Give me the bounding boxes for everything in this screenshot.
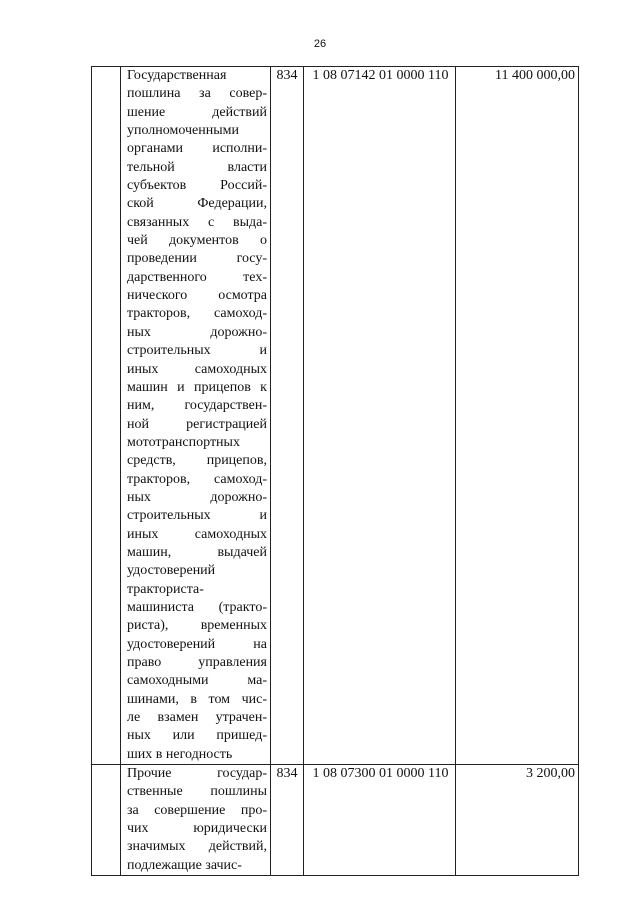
table-row	[92, 765, 579, 876]
income-name-line: значимых действий,	[127, 839, 267, 855]
budget-table	[91, 66, 579, 876]
income-name-line: за совершение про-	[127, 802, 267, 818]
income-name-line: ных дорожно-	[127, 489, 267, 505]
income-name-line: ственные пошлины	[127, 784, 267, 800]
income-name-line: иных самоходных	[127, 361, 267, 377]
income-name-line: Государственная	[127, 68, 227, 83]
income-name-line: тракториста-	[127, 581, 204, 597]
table-row	[92, 67, 579, 765]
income-name-line: проведении госу-	[127, 251, 267, 267]
income-name-line: дарственного тех-	[127, 269, 267, 285]
income-name-line: право управления	[127, 655, 267, 670]
income-name-line: машин, выдачей	[127, 544, 267, 560]
income-name-line: органами исполни-	[127, 141, 267, 157]
income-name-line: шинами, в том чис-	[127, 691, 267, 707]
income-name-line: удостоверений	[127, 563, 216, 579]
income-name-line: шение действий	[127, 104, 267, 120]
income-name-line: средств, прицепов,	[127, 453, 267, 469]
administrator-code-cell: 834	[271, 765, 304, 876]
income-name-line: чих юридически	[127, 821, 267, 837]
administrator-code-cell: 834	[271, 67, 304, 765]
row-number-cell	[92, 67, 121, 765]
income-name-line: подлежащие зачис-	[127, 857, 242, 873]
income-name-line: машин и прицепов к	[127, 379, 267, 395]
income-name-cell	[121, 765, 271, 876]
amount-cell: 11 400 000,00	[456, 67, 579, 765]
income-name-line: связанных с выда-	[127, 214, 267, 230]
income-name-line: уполномоченными	[127, 123, 240, 139]
income-name-line: ших в негодность	[127, 746, 233, 762]
income-name-line: тракторов, самоход-	[127, 306, 267, 322]
income-name-line: строительных и	[127, 508, 267, 524]
income-name-line: чей документов о	[127, 233, 267, 249]
income-name-line: ных дорожно-	[127, 324, 267, 340]
income-name-line: ных или пришед-	[127, 728, 267, 744]
income-name-line: риста), временных	[127, 618, 267, 634]
income-name-line: пошлина за совер-	[127, 86, 267, 102]
income-name-line: ной регистрацией	[127, 416, 267, 432]
income-name-line: строительных и	[127, 343, 267, 359]
amount-cell: 3 200,00	[456, 765, 579, 876]
table-body	[92, 67, 579, 876]
income-name-line: тракторов, самоход-	[127, 471, 267, 487]
income-name-line: нического осмотра	[127, 288, 267, 304]
budget-classification-code-cell: 1 08 07142 01 0000 110	[304, 67, 456, 765]
income-name-line: удостоверений на	[127, 636, 267, 652]
income-name-line: субъектов Россий-	[127, 178, 267, 194]
income-name-line: ним, государствен-	[127, 398, 267, 414]
income-name-line: ле взамен утрачен-	[127, 710, 267, 726]
row-number-cell	[92, 765, 121, 876]
income-name-line: самоходными ма-	[127, 673, 267, 689]
income-name-line: машиниста (тракто-	[127, 599, 267, 615]
income-name-line: ской Федерации,	[127, 196, 267, 212]
income-name-line: иных самоходных	[127, 526, 267, 542]
income-name-cell	[121, 67, 271, 765]
income-name-line: мототранспортных	[127, 434, 240, 450]
budget-classification-code-cell: 1 08 07300 01 0000 110	[304, 765, 456, 876]
income-name-line: Прочие государ-	[127, 766, 267, 782]
income-name-line: тельной власти	[127, 159, 267, 175]
page-number: 26	[313, 38, 327, 50]
